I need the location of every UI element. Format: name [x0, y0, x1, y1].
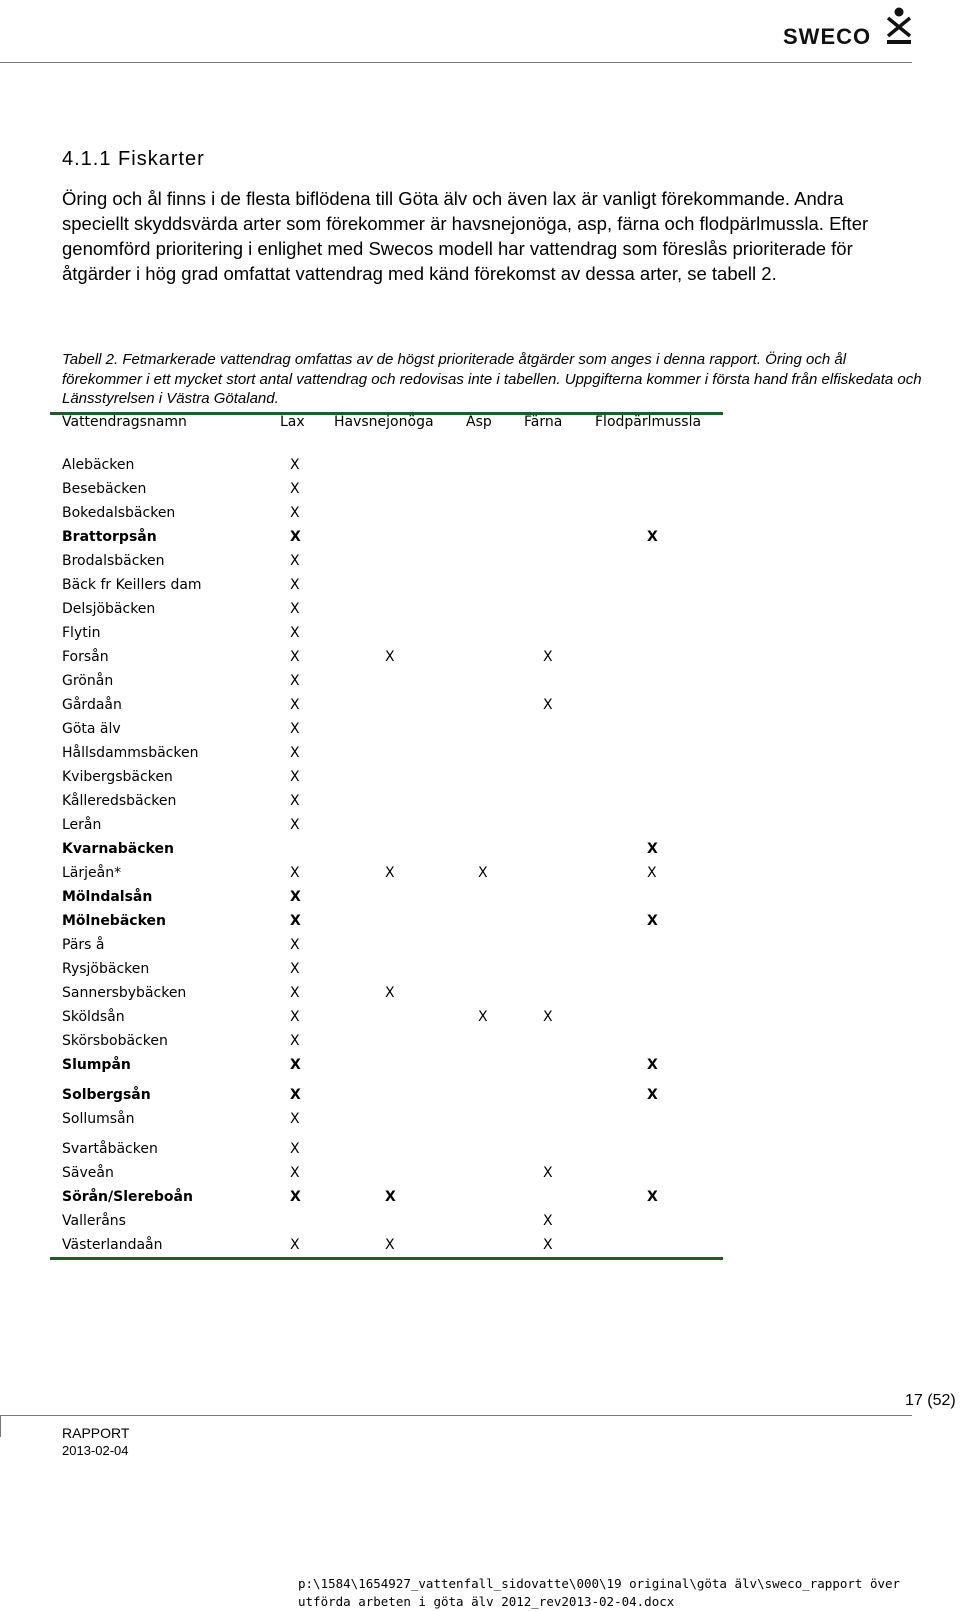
sweco-figure-icon [883, 6, 915, 46]
cell-asp: X [478, 865, 488, 881]
cell-lax: X [290, 481, 300, 497]
cell-vattendragsnamn: Solbergsån [62, 1087, 151, 1103]
cell-hav: X [385, 649, 395, 665]
section-body: Öring och ål finns i de flesta biflödena till Göta älv och även lax är vanligt förekommande. Andra speciellt skyddsvärda arter som förekommer är havsnejonöga, asp, färna och flodpärlmussla. Efter genomförd prioritering i enlighet med Swecos modell har vattendrag som föreslås prioriterade för åtgärder i hög grad omfattat vattendrag med känd förekomst av dessa arter, se tabell 2. [62, 188, 869, 284]
cell-vattendragsnamn: Mölnebäcken [62, 913, 166, 929]
cell-vattendragsnamn: Delsjöbäcken [62, 601, 156, 617]
cell-hav: X [385, 865, 395, 881]
table-row [0, 793, 960, 813]
cell-vattendragsnamn: Pärs å [62, 937, 105, 953]
table-row [0, 553, 960, 573]
cell-hav: X [385, 1237, 395, 1253]
cell-lax: X [290, 529, 301, 545]
cell-vattendragsnamn: Sollumsån [62, 1111, 135, 1127]
cell-vattendragsnamn: Flytin [62, 625, 101, 641]
cell-vattendragsnamn: Hållsdammsbäcken [62, 745, 199, 761]
cell-lax: X [290, 889, 301, 905]
cell-lax: X [290, 601, 300, 617]
cell-lax: X [290, 625, 300, 641]
table-row [0, 625, 960, 645]
cell-vattendragsnamn: Bäck fr Keillers dam [62, 577, 202, 593]
cell-vattendragsnamn: Västerlandaån [62, 1237, 163, 1253]
table-row [0, 889, 960, 909]
cell-lax: X [290, 1189, 301, 1205]
cell-asp: X [478, 1009, 488, 1025]
cell-lax: X [290, 745, 300, 761]
table-caption: Tabell 2. Fetmarkerade vattendrag omfattas av de högst prioriterade åtgärder som anges i denna rapport. Öring och ål förekommer i ett mycket stort antal vattendrag och redovisas inte i tabellen. Uppgifterna kommer i första hand från elfiskedata och Länsstyrelsen i Västra Götaland. [62, 351, 922, 407]
table-row [0, 817, 960, 837]
table-row [0, 769, 960, 789]
cell-vattendragsnamn: Besebäcken [62, 481, 147, 497]
table-row [0, 457, 960, 477]
table-row [0, 1141, 960, 1161]
table-row [0, 1087, 960, 1107]
table-row [0, 1009, 960, 1029]
cell-vattendragsnamn: Slumpån [62, 1057, 131, 1073]
cell-lax: X [290, 865, 300, 881]
cell-vattendragsnamn: Göta älv [62, 721, 121, 737]
cell-vattendragsnamn: Valleråns [62, 1213, 126, 1229]
cell-lax: X [290, 1165, 300, 1181]
cell-lax: X [290, 1033, 300, 1049]
cell-vattendragsnamn: Kvibergsbäcken [62, 769, 173, 785]
cell-far: X [543, 697, 553, 713]
cell-far: X [543, 649, 553, 665]
cell-flo: X [647, 913, 658, 929]
footer-date: 2013-02-04 [62, 1443, 129, 1458]
table-row [0, 481, 960, 501]
header-lax: Lax [280, 414, 305, 430]
cell-lax: X [290, 1111, 300, 1127]
table-row [0, 529, 960, 549]
page-number: 17 (52) [905, 1392, 956, 1409]
cell-vattendragsnamn: Säveån [62, 1165, 114, 1181]
cell-flo: X [647, 529, 658, 545]
cell-vattendragsnamn: Rysjöbäcken [62, 961, 150, 977]
table-row [0, 961, 960, 981]
cell-hav: X [385, 1189, 396, 1205]
table-row [0, 1189, 960, 1209]
cell-vattendragsnamn: Gårdaån [62, 697, 122, 713]
footer-file-path: p:\1584\1654927_vattenfall_sidovatte\000\19 original\göta älv\sweco_rapport över utförda arbeten i göta älv 2012_rev2013-02-04.docx [298, 1576, 901, 1609]
cell-vattendragsnamn: Brattorpsån [62, 529, 157, 545]
header-rule [0, 62, 912, 63]
table-row [0, 1237, 960, 1257]
cell-lax: X [290, 1009, 300, 1025]
cell-vattendragsnamn: Sköldsån [62, 1009, 125, 1025]
cell-far: X [543, 1165, 553, 1181]
cell-lax: X [290, 817, 300, 833]
cell-hav: X [385, 985, 395, 1001]
table-row [0, 601, 960, 621]
header-asp: Asp [466, 414, 492, 430]
cell-flo: X [647, 1057, 658, 1073]
table-row [0, 505, 960, 525]
cell-vattendragsnamn: Brodalsbäcken [62, 553, 165, 569]
table-bottom-rule [50, 1257, 723, 1260]
cell-lax: X [290, 673, 300, 689]
table-row [0, 1213, 960, 1233]
cell-vattendragsnamn: Sannersbybäcken [62, 985, 187, 1001]
sweco-logo [783, 6, 913, 49]
cell-lax: X [290, 577, 300, 593]
cell-far: X [543, 1237, 553, 1253]
cell-lax: X [290, 985, 300, 1001]
cell-lax: X [290, 505, 300, 521]
table-row [0, 697, 960, 717]
cell-vattendragsnamn: Svartåbäcken [62, 1141, 158, 1157]
cell-flo: X [647, 865, 657, 881]
table-row [0, 673, 960, 693]
table-row [0, 649, 960, 669]
table-row [0, 577, 960, 597]
cell-vattendragsnamn: Lerån [62, 817, 102, 833]
header-vattendragsnamn: Vattendragsnamn [62, 414, 187, 430]
cell-lax: X [290, 961, 300, 977]
cell-lax: X [290, 1141, 300, 1157]
cell-flo: X [647, 1087, 658, 1103]
footer-tick [0, 1415, 1, 1437]
table-row [0, 937, 960, 957]
footer-doc-type: RAPPORT [62, 1425, 130, 1441]
cell-lax: X [290, 1087, 301, 1103]
header-flodparlmussla: Flodpärlmussla [595, 414, 702, 430]
cell-lax: X [290, 553, 300, 569]
cell-lax: X [290, 721, 300, 737]
cell-flo: X [647, 1189, 658, 1205]
cell-vattendragsnamn: Sörån/Slereboån [62, 1189, 193, 1205]
cell-lax: X [290, 1057, 301, 1073]
table-row [0, 985, 960, 1005]
table-row [0, 841, 960, 861]
header-havsnejonoga: Havsnejonöga [334, 414, 434, 430]
cell-flo: X [647, 841, 658, 857]
cell-lax: X [290, 1237, 300, 1253]
table-row [0, 745, 960, 765]
table-row [0, 1057, 960, 1077]
cell-lax: X [290, 457, 300, 473]
cell-vattendragsnamn: Bokedalsbäcken [62, 505, 176, 521]
cell-vattendragsnamn: Mölndalsån [62, 889, 153, 905]
cell-far: X [543, 1213, 553, 1229]
cell-lax: X [290, 649, 300, 665]
cell-vattendragsnamn: Alebäcken [62, 457, 135, 473]
cell-vattendragsnamn: Kålleredsbäcken [62, 793, 177, 809]
table-row [0, 913, 960, 933]
table-row [0, 1111, 960, 1131]
table-row [0, 721, 960, 741]
footer-rule [0, 1415, 912, 1416]
cell-vattendragsnamn: Grönån [62, 673, 114, 689]
table-row [0, 1165, 960, 1185]
cell-vattendragsnamn: Skörsbobäcken [62, 1033, 168, 1049]
logo-wordmark: SWECO [783, 24, 872, 49]
cell-lax: X [290, 913, 301, 929]
cell-vattendragsnamn: Lärjeån* [62, 865, 122, 881]
header-farna: Färna [524, 414, 563, 430]
cell-lax: X [290, 793, 300, 809]
cell-vattendragsnamn: Forsån [62, 649, 109, 665]
table-row [0, 1033, 960, 1053]
cell-lax: X [290, 697, 300, 713]
cell-lax: X [290, 769, 300, 785]
cell-lax: X [290, 937, 300, 953]
table-row [0, 865, 960, 885]
section-heading: 4.1.1 Fiskarter [62, 148, 205, 170]
cell-far: X [543, 1009, 553, 1025]
cell-vattendragsnamn: Kvarnabäcken [62, 841, 174, 857]
